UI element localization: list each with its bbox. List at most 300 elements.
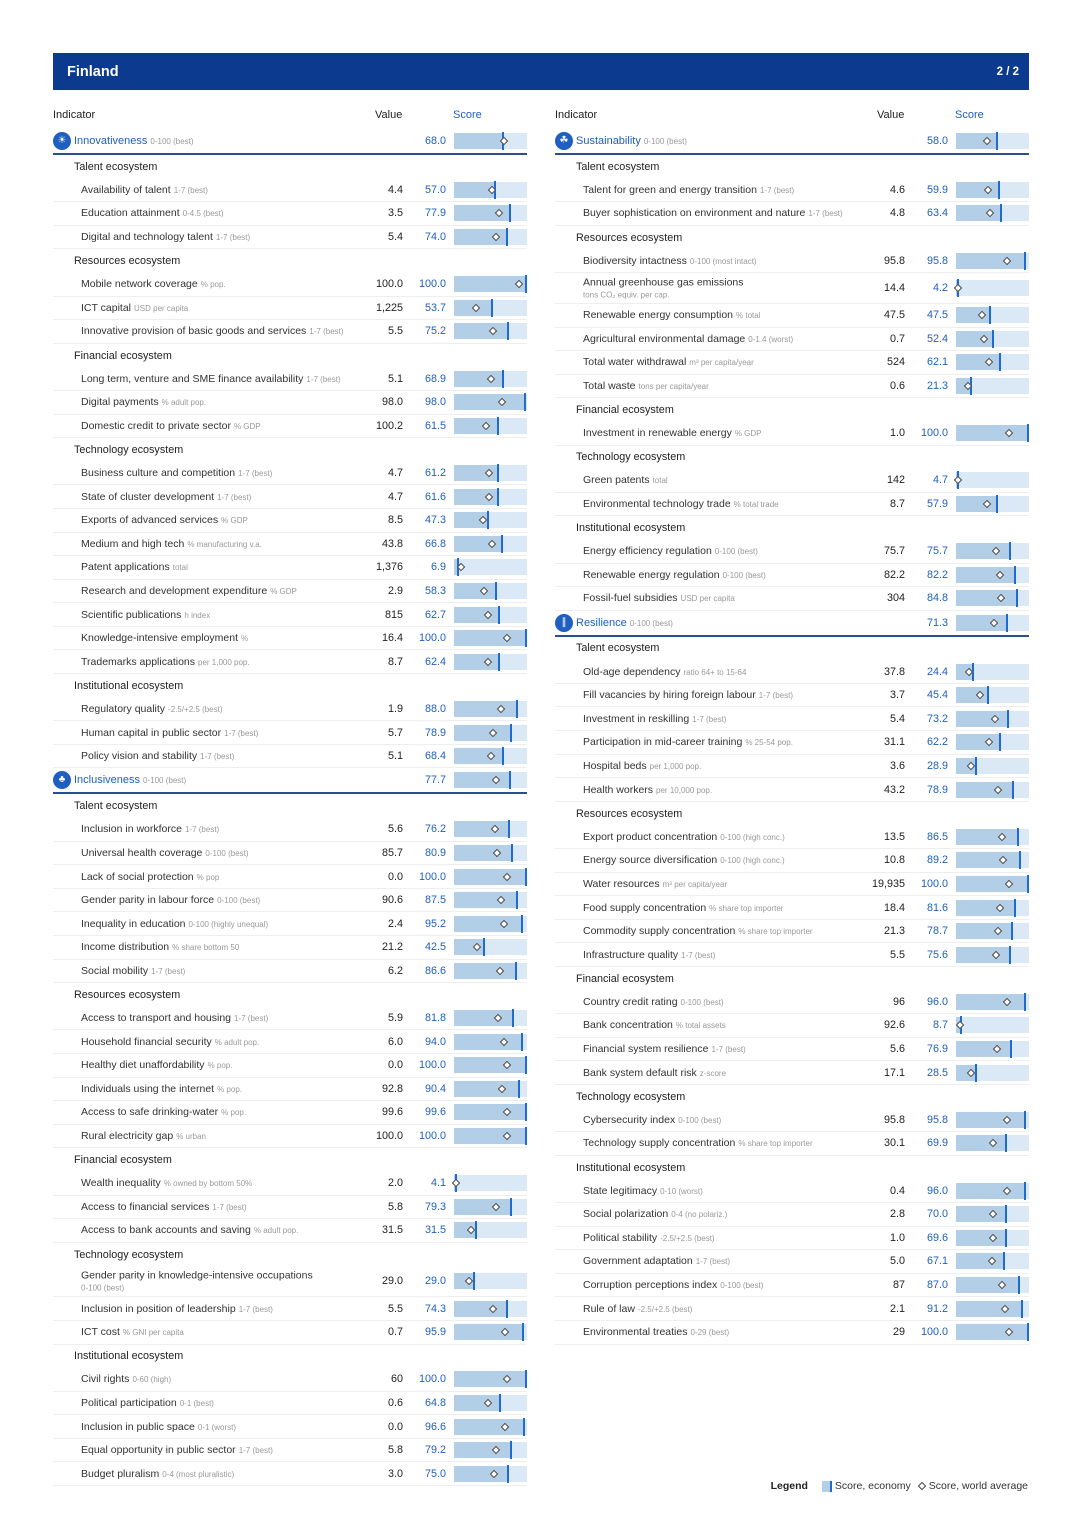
indicator-label: Cybersecurity index 0-100 (best) <box>583 1113 722 1126</box>
score-bar-fill <box>956 543 1011 559</box>
score-marker <box>497 417 499 435</box>
indicator-unit: 1-7 (best) <box>692 714 727 724</box>
score-bar <box>956 1230 1029 1246</box>
table-row <box>555 849 1029 873</box>
indicator-score: 100.0 <box>920 427 948 440</box>
score-bar <box>454 630 527 646</box>
indicator-value: 5.5 <box>889 948 905 961</box>
score-marker <box>999 733 1001 751</box>
score-bar-fill <box>454 394 526 410</box>
table-row <box>555 375 1029 399</box>
score-bar <box>956 1253 1029 1269</box>
indicator-label: Total waste tons per capita/year <box>583 380 709 393</box>
indicator-value: 90.6 <box>381 894 403 907</box>
indicator-score: 96.6 <box>424 1420 446 1433</box>
indicator-label: Financial ecosystem <box>74 349 172 362</box>
indicator-label: Investment in renewable energy % GDP <box>583 427 762 440</box>
score-bar-fill <box>956 133 998 149</box>
score-bar <box>454 607 527 623</box>
indicator-unit: % owned by bottom 50% <box>163 1179 253 1189</box>
score-bar-fill <box>956 354 1001 370</box>
table-row <box>53 960 527 984</box>
indicator-label: Commodity supply concentration % share top importer <box>583 925 813 938</box>
value-header: Value <box>877 109 905 121</box>
indicator-label: Inclusion in public space 0-1 (worst) <box>81 1420 237 1433</box>
indicator-unit: -2.5/+2.5 (best) <box>637 1304 693 1314</box>
score-bar-fill <box>454 821 510 837</box>
indicator-unit: 0-100 (high conc.) <box>720 856 785 866</box>
indicator-label: Digital and technology talent 1-7 (best) <box>81 231 251 244</box>
indicator-unit: 0-100 (best) <box>81 1283 125 1293</box>
score-marker <box>502 747 504 765</box>
indicator-score: 77.7 <box>424 774 446 787</box>
indicator-unit: 1-7 (best) <box>224 728 259 738</box>
indicator-score: 87.5 <box>424 894 446 907</box>
score-marker <box>989 306 991 324</box>
score-marker <box>521 915 523 933</box>
indicator-label: Energy source diversification 0-100 (high conc.) <box>583 854 785 867</box>
score-bar <box>454 1222 527 1238</box>
indicator-label: Institutional ecosystem <box>576 1161 686 1174</box>
score-marker <box>516 891 518 909</box>
table-row <box>53 1415 527 1439</box>
indicator-label: Old-age dependency ratio 64+ to 15-64 <box>583 665 747 678</box>
indicator-value: 14.4 <box>883 281 905 294</box>
score-marker <box>1027 424 1029 442</box>
table-row <box>53 367 527 391</box>
table-row <box>555 778 1029 802</box>
indicator-value: 82.2 <box>883 568 905 581</box>
indicator-score: 52.4 <box>926 332 948 345</box>
indicator-score: 78.9 <box>926 783 948 796</box>
score-bar <box>454 748 527 764</box>
table-row <box>53 391 527 415</box>
indicator-score: 77.9 <box>424 207 446 220</box>
indicator-label: Country credit rating 0-100 (best) <box>583 995 724 1008</box>
score-bar <box>956 1065 1029 1081</box>
page-number: 2 / 2 <box>996 65 1019 78</box>
indicator-value: 19,935 <box>871 877 905 890</box>
indicator-score: 62.4 <box>424 655 446 668</box>
indicator-score: 21.3 <box>926 380 948 393</box>
indicator-unit: % 25-54 pop. <box>745 738 793 748</box>
indicator-score: 64.8 <box>424 1396 446 1409</box>
table-row <box>53 627 527 651</box>
score-bar <box>956 331 1029 347</box>
score-marker <box>475 1221 477 1239</box>
score-bar <box>956 354 1029 370</box>
score-bar-fill <box>956 1324 1029 1340</box>
indicator-score: 61.5 <box>424 419 446 432</box>
score-bar-fill <box>956 567 1016 583</box>
indicator-value: 95.8 <box>883 1113 905 1126</box>
legend-world: Score, world average <box>919 1480 1028 1492</box>
score-marker <box>522 1323 524 1341</box>
indicator-label: Talent ecosystem <box>576 642 660 655</box>
table-row <box>53 509 527 533</box>
score-bar <box>454 583 527 599</box>
indicator-unit: 1-7 (best) <box>758 691 793 701</box>
table-row <box>555 873 1029 897</box>
score-bar <box>454 1301 527 1317</box>
indicator-label: Export product concentration 0-100 (high conc.) <box>583 830 785 843</box>
score-bar <box>454 916 527 932</box>
pillar-row <box>555 129 1029 155</box>
score-marker <box>498 606 500 624</box>
indicator-value: 2.1 <box>889 1302 905 1315</box>
score-bar-fill <box>454 1324 524 1340</box>
score-marker <box>506 228 508 246</box>
indicator-value: 6.0 <box>387 1035 403 1048</box>
indicator-unit: per 1,000 pop. <box>649 761 702 771</box>
score-bar <box>454 821 527 837</box>
indicator-label: Resilience 0-100 (best) <box>576 616 673 629</box>
table-row <box>53 1101 527 1125</box>
indicator-score: 76.2 <box>424 823 446 836</box>
indicator-value: 4.6 <box>889 183 905 196</box>
score-bar-fill <box>454 1104 527 1120</box>
indicator-unit: 0-10 (worst) <box>660 1186 703 1196</box>
indicator-label: Inclusion in workforce 1-7 (best) <box>81 823 220 836</box>
indicator-unit: % pop. <box>221 1108 247 1118</box>
score-bar <box>454 725 527 741</box>
indicator-value: 5.6 <box>889 1043 905 1056</box>
score-marker <box>523 1418 525 1436</box>
indicator-value: 4.7 <box>387 467 403 480</box>
indicator-score: 100.0 <box>418 278 446 291</box>
score-marker <box>497 464 499 482</box>
score-bar <box>956 876 1029 892</box>
indicator-label: Renewable energy consumption % total <box>583 309 761 322</box>
score-marker <box>509 771 511 789</box>
indicator-value: 47.5 <box>883 309 905 322</box>
table-row <box>555 920 1029 944</box>
table-row <box>53 603 527 627</box>
indicator-score: 62.7 <box>424 608 446 621</box>
indicator-label: Digital payments % adult pop. <box>81 396 207 409</box>
table-row <box>53 1462 527 1486</box>
score-bar <box>956 1017 1029 1033</box>
indicator-label: Education attainment 0-4.5 (best) <box>81 207 224 220</box>
country-title: Finland <box>67 63 119 80</box>
section-heading <box>555 155 1029 179</box>
indicator-score: 100.0 <box>418 1130 446 1143</box>
score-bar <box>454 371 527 387</box>
table-row <box>555 1203 1029 1227</box>
score-bar-fill <box>454 1034 523 1050</box>
score-bar <box>956 425 1029 441</box>
score-marker <box>1005 1134 1007 1152</box>
indicator-score: 8.7 <box>932 1019 948 1032</box>
indicator-score: 61.6 <box>424 490 446 503</box>
leaf-icon: ☘ <box>555 132 573 150</box>
indicator-label: Social polarization 0-4 (no polariz.) <box>583 1208 728 1221</box>
indicator-score: 69.9 <box>926 1137 948 1150</box>
table-row <box>555 1227 1029 1251</box>
indicator-score: 89.2 <box>926 854 948 867</box>
indicator-label: Long term, venture and SME finance availability 1-7 (best) <box>81 372 341 385</box>
indicator-unit: 0-100 (best) <box>217 896 261 906</box>
indicator-score: 80.9 <box>424 846 446 859</box>
score-marker <box>525 1056 527 1074</box>
score-bar <box>454 1057 527 1073</box>
table-row <box>555 328 1029 352</box>
indicator-score: 86.6 <box>424 964 446 977</box>
indicator-unit: 0-100 (best) <box>205 848 249 858</box>
table-row <box>53 415 527 439</box>
indicator-value: 99.6 <box>381 1106 403 1119</box>
indicator-label: Hospital beds per 1,000 pop. <box>583 759 702 772</box>
score-marker <box>1010 1040 1012 1058</box>
section-heading <box>555 398 1029 422</box>
indicator-label: Mobile network coverage % pop. <box>81 278 226 291</box>
indicator-unit: 1-7 (best) <box>309 327 344 337</box>
table-row <box>53 650 527 674</box>
indicator-unit: % GDP <box>221 516 248 526</box>
indicator-unit: USD per capita <box>134 303 189 313</box>
indicator-score: 74.3 <box>424 1302 446 1315</box>
indicator-label: Institutional ecosystem <box>74 1350 184 1363</box>
score-bar-fill <box>454 725 512 741</box>
table-row <box>53 721 527 745</box>
score-marker <box>1019 851 1021 869</box>
indicator-label: State of cluster development 1-7 (best) <box>81 490 252 503</box>
indicator-label: ICT capital USD per capita <box>81 301 189 314</box>
indicator-unit: 0-1 (best) <box>179 1398 214 1408</box>
indicator-label: Talent ecosystem <box>74 800 158 813</box>
indicator-label: Bank concentration % total assets <box>583 1019 726 1032</box>
indicator-value: 60 <box>390 1373 403 1386</box>
indicator-label: Resources ecosystem <box>74 988 181 1001</box>
indicator-label: Resources ecosystem <box>576 231 683 244</box>
indicator-unit: 0-100 (best) <box>720 1281 764 1291</box>
indicator-label: Renewable energy regulation 0-100 (best) <box>583 568 766 581</box>
indicator-label: Government adaptation 1-7 (best) <box>583 1255 730 1268</box>
table-row <box>555 273 1029 304</box>
section-heading <box>53 438 527 462</box>
indicator-score: 100.0 <box>920 1326 948 1339</box>
indicator-unit: 0-100 (best) <box>722 570 766 580</box>
table-row <box>53 1297 527 1321</box>
score-bar-fill <box>956 994 1026 1010</box>
table-row <box>555 422 1029 446</box>
pillar-row <box>555 611 1029 637</box>
indicator-unit: % manufacturing v.a. <box>187 539 262 549</box>
score-marker <box>1016 589 1018 607</box>
score-bar <box>454 418 527 434</box>
indicator-score: 31.5 <box>424 1224 446 1237</box>
indicator-score: 96.0 <box>926 995 948 1008</box>
indicator-value: 8.7 <box>889 498 905 511</box>
score-bar <box>454 939 527 955</box>
score-bar-fill <box>454 1010 514 1026</box>
indicator-label: Energy efficiency regulation 0-100 (best) <box>583 545 758 558</box>
indicator-value: 3.6 <box>889 759 905 772</box>
table-row <box>53 1266 527 1297</box>
table-row <box>53 1172 527 1196</box>
indicator-unit: 0-100 (best) <box>150 137 194 146</box>
table-row <box>53 698 527 722</box>
indicator-unit: tons per capita/year <box>638 382 709 392</box>
table-row <box>555 1250 1029 1274</box>
score-bar <box>956 900 1029 916</box>
indicator-unit: % share top importer <box>709 903 784 913</box>
score-bar-fill <box>956 829 1019 845</box>
indicator-value: 1,376 <box>375 561 403 574</box>
indicator-value: 37.8 <box>883 665 905 678</box>
section-heading <box>53 674 527 698</box>
section-heading <box>555 967 1029 991</box>
indicator-value: 5.1 <box>387 750 403 763</box>
section-heading <box>53 155 527 179</box>
score-bar <box>454 1175 527 1191</box>
score-bar <box>454 205 527 221</box>
indicator-unit: % total trade <box>733 500 779 510</box>
score-bar <box>956 758 1029 774</box>
score-marker <box>525 1103 527 1121</box>
score-marker <box>996 132 998 150</box>
indicator-label: Budget pluralism 0-4 (most pluralistic) <box>81 1467 235 1480</box>
indicator-value: 5.6 <box>387 823 403 836</box>
indicator-unit: m³ per capita/year <box>662 879 728 889</box>
score-bar <box>454 1324 527 1340</box>
indicator-label: Total water withdrawal m³ per capita/year <box>583 356 754 369</box>
indicator-value: 1.9 <box>387 702 403 715</box>
score-bar <box>454 1442 527 1458</box>
table-row <box>53 745 527 769</box>
indicator-label: Health workers per 10,000 pop. <box>583 783 713 796</box>
indicator-label: Access to transport and housing 1-7 (best) <box>81 1012 269 1025</box>
score-bar-fill <box>956 852 1021 868</box>
section-heading <box>53 1345 527 1369</box>
indicator-label: State legitimacy 0-10 (worst) <box>583 1184 703 1197</box>
score-bar-fill <box>956 1253 1005 1269</box>
indicator-label: Human capital in public sector 1-7 (best) <box>81 726 259 739</box>
indicator-label: Bank system default risk z-score <box>583 1066 727 1079</box>
indicator-score: 4.2 <box>932 281 948 294</box>
indicator-value: 5.7 <box>387 726 403 739</box>
indicator-score: 95.2 <box>424 917 446 930</box>
indicator-label: Investment in reskilling 1-7 (best) <box>583 712 727 725</box>
indicator-unit: 0-4.5 (best) <box>182 209 224 219</box>
table-row <box>555 731 1029 755</box>
table-row <box>555 564 1029 588</box>
indicator-score: 95.8 <box>926 254 948 267</box>
table-row <box>555 587 1029 611</box>
score-bar <box>956 280 1029 296</box>
indicator-score: 68.4 <box>424 750 446 763</box>
score-bar-fill <box>956 1135 1007 1151</box>
score-marker <box>525 1127 527 1145</box>
indicator-unit: % GDP <box>734 429 762 439</box>
indicator-score: 58.0 <box>926 135 948 147</box>
indicator-label: Technology ecosystem <box>576 451 686 464</box>
score-marker <box>1021 1300 1023 1318</box>
score-marker <box>510 724 512 742</box>
score-bar-fill <box>956 253 1026 269</box>
score-marker <box>1000 204 1002 222</box>
score-bar <box>956 734 1029 750</box>
indicator-value: 3.5 <box>387 207 403 220</box>
indicator-value: 31.5 <box>381 1224 403 1237</box>
indicator-unit: per 10,000 pop. <box>656 785 713 795</box>
table-row <box>555 249 1029 273</box>
score-bar-fill <box>956 923 1013 939</box>
indicator-score: 6.9 <box>430 561 446 574</box>
table-row <box>53 273 527 297</box>
indicator-label: Participation in mid-career training % 25-54 pop. <box>583 736 793 749</box>
indicator-label: Research and development expenditure % GDP <box>81 584 297 597</box>
indicator-label: Universal health coverage 0-100 (best) <box>81 846 249 859</box>
score-bar <box>454 465 527 481</box>
score-marker <box>996 495 998 513</box>
table-row <box>555 660 1029 684</box>
score-bar <box>454 182 527 198</box>
indicator-unit: 1-7 (best) <box>681 950 716 960</box>
score-bar-fill <box>454 1466 509 1482</box>
indicator-score: 81.8 <box>424 1012 446 1025</box>
score-marker <box>1003 1252 1005 1270</box>
indicator-unit: 0-100 (most intact) <box>689 256 757 266</box>
score-marker <box>987 686 989 704</box>
score-bar-fill <box>454 1395 501 1411</box>
score-bar-fill <box>956 182 1000 198</box>
table-row <box>555 896 1029 920</box>
indicator-score: 90.4 <box>424 1082 446 1095</box>
score-bar <box>956 1301 1029 1317</box>
indicator-value: 43.8 <box>381 537 403 550</box>
indicator-label: Exports of advanced services % GDP <box>81 514 248 527</box>
score-bar <box>454 654 527 670</box>
indicator-unit: total <box>652 476 668 486</box>
indicator-value: 87 <box>892 1279 905 1292</box>
indicator-score: 24.4 <box>926 665 948 678</box>
table-row <box>53 1196 527 1220</box>
indicator-unit: 1-7 (best) <box>184 825 220 835</box>
score-marker <box>498 653 500 671</box>
indicator-score: 4.1 <box>430 1177 446 1190</box>
indicator-unit: 0-1.4 (worst) <box>748 334 794 344</box>
table-row <box>555 469 1029 493</box>
legend-title: Legend <box>770 1480 808 1492</box>
indicator-unit: % total <box>736 311 761 321</box>
indicator-unit: % adult pop. <box>214 1037 260 1047</box>
score-bar <box>454 512 527 528</box>
indicator-score: 86.5 <box>926 830 948 843</box>
indicator-unit: 1-7 (best) <box>238 469 273 479</box>
score-marker <box>1011 922 1013 940</box>
indicator-value: 98.0 <box>381 396 403 409</box>
score-bar-fill <box>956 1206 1007 1222</box>
indicator-label: Agricultural environmental damage 0-1.4 (worst) <box>583 332 794 345</box>
score-bar-fill <box>454 1301 508 1317</box>
score-bar <box>454 276 527 292</box>
score-bar <box>956 1112 1029 1128</box>
score-header: Score <box>453 109 482 121</box>
score-marker <box>515 962 517 980</box>
indicator-score: 96.0 <box>926 1184 948 1197</box>
indicator-label: Environmental treaties 0-29 (best) <box>583 1326 730 1339</box>
section-heading <box>53 983 527 1007</box>
score-bar-fill <box>454 1128 527 1144</box>
indicator-score: 75.7 <box>926 545 948 558</box>
score-bar <box>454 489 527 505</box>
score-bar <box>454 536 527 552</box>
indicator-value: 5.8 <box>387 1444 403 1457</box>
score-marker <box>525 275 527 293</box>
indicator-score: 45.4 <box>926 689 948 702</box>
score-marker <box>999 353 1001 371</box>
